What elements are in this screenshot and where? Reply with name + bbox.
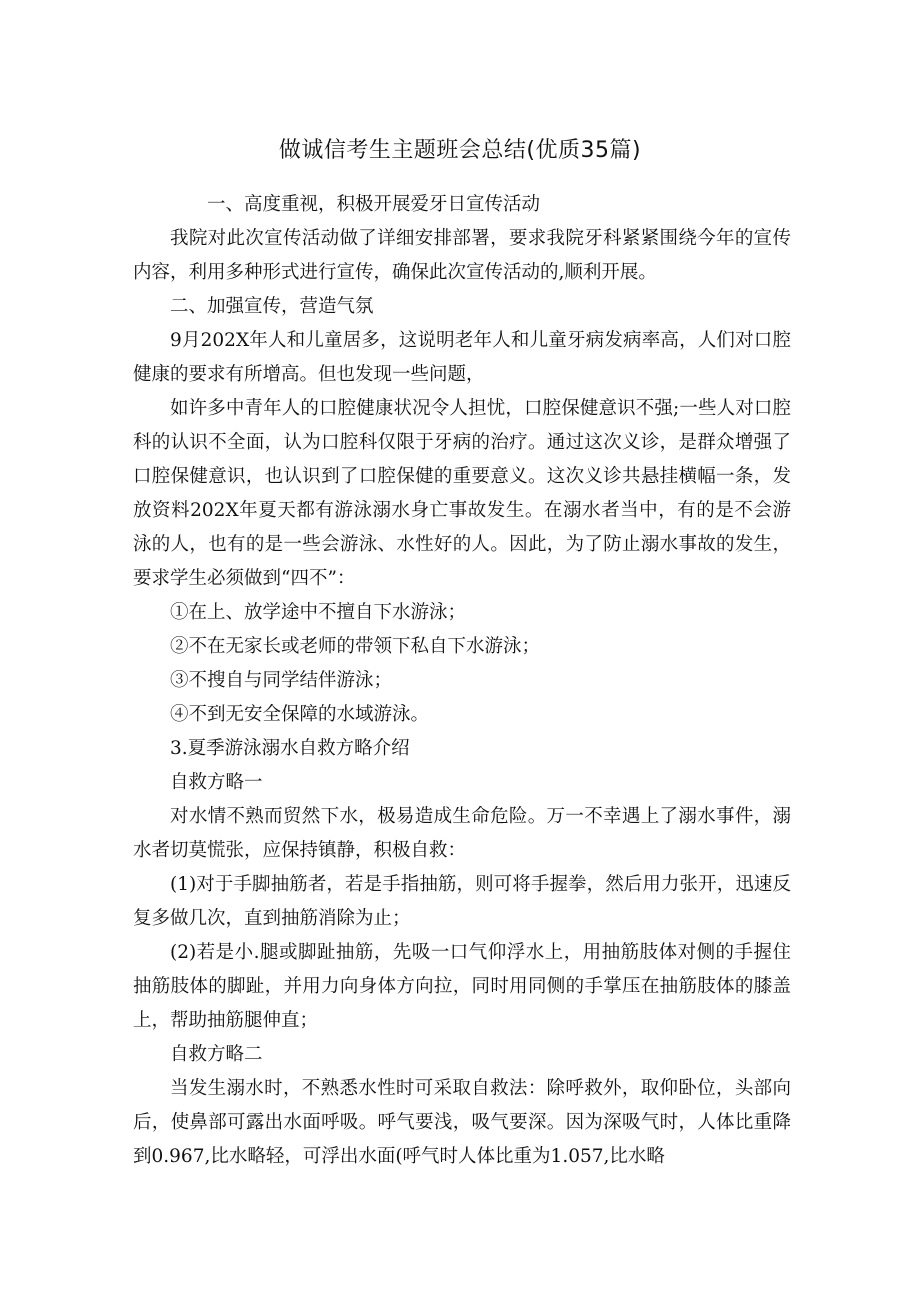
document-title: 做诚信考生主题班会总结(优质35篇) (278, 137, 642, 163)
paragraph: (2)若是小.腿或脚趾抽筋，先吸一口气仰浮水上，用抽筋肢体对侧的手握住抽筋肢体的脚趾，并用力向身体方向拉，同时用同侧的手掌压在抽筋肢体的膝盖上，帮助抽筋腿伸直； (133, 942, 791, 1031)
list-item: ③不搜自与同学结伴游泳； (170, 670, 393, 691)
paragraph: 当发生溺水时，不熟悉水性时可采取自救法：除呼救外，取仰卧位，头部向后，使鼻部可露出水面呼吸。呼气要浅，吸气要深。因为深吸气时，人体比重降到0.967,比水略轻，可浮出水面(呼气时人体比重为1.057,比水略 (133, 1078, 791, 1167)
subheading: 自救方略二 (170, 1044, 263, 1065)
section-heading-2: 二、加强宣传，营造气氛 (170, 296, 374, 317)
list-item: ①在上、放学途中不擅自下水游泳； (170, 602, 467, 623)
subheading: 自救方略一 (170, 772, 263, 793)
section-heading-3: 3.夏季游泳溺水自救方略介绍 (170, 738, 410, 759)
paragraph: 我院对此次宣传活动做了详细安排部署，要求我院牙科紧紧围绕今年的宣传内容，利用多种形式进行宣传，确保此次宣传活动的,顺利开展。 (133, 228, 791, 283)
paragraph: 9月202X年人和儿童居多，这说明老年人和儿童牙病发病率高，人们对口腔健康的要求有所增高。但也发现一些问题， (133, 330, 791, 385)
paragraph: (1)对于手脚抽筋者，若是手指抽筋，则可将手握拳，然后用力张开，迅速反复多做几次，直到抽筋消除为止； (133, 874, 791, 929)
section-heading-1: 一、高度重视，积极开展爱牙日宣传活动 (207, 194, 541, 215)
list-item: ②不在无家长或老师的带领下私自下水游泳； (170, 636, 541, 657)
paragraph: 对水情不熟而贸然下水，极易造成生命危险。万一不幸遇上了溺水事件，溺水者切莫慌张，应保持镇静，积极自救： (133, 806, 791, 861)
paragraph: 如许多中青年人的口腔健康状况令人担忧，口腔保健意识不强;一些人对口腔科的认识不全面，认为口腔科仅限于牙病的治疗。通过这次义诊，是群众增强了口腔保健意识，也认识到了口腔保健的重要意义。这次义诊共悬挂横幅一条，发放资料202X年夏天都有游泳溺水身亡事故发生。在溺水者当中，有的是不会游泳的人，也有的是一些会游泳、水性好的人。因此，为了防止溺水事故的发生，要求学生必须做到“四不”： (133, 398, 791, 589)
document-body (133, 188, 791, 1174)
list-item: ④不到无安全保障的水域游泳。 (170, 704, 430, 725)
